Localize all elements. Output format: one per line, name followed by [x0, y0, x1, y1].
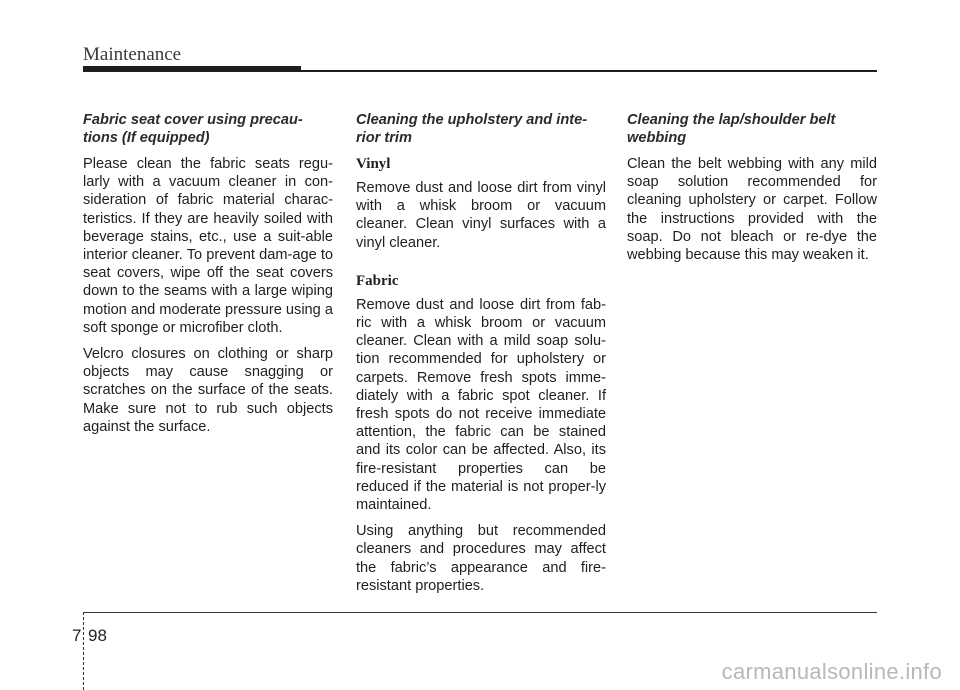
section-heading-belt-webbing: Cleaning the lap/shoulder belt webbing	[627, 112, 836, 146]
column-seat-cover	[83, 111, 333, 444]
chapter-number: 7	[72, 626, 82, 645]
paragraph: Velcro closures on clothing or sharp objects may cause snagging or scratches on the surface of the seats. Make sure not to rub such objects against the surface.	[83, 346, 333, 435]
page-number: 98	[88, 626, 107, 645]
paragraph: Using anything but recommended cleaners and procedures may affect the fabric’s appearance and fire-resistant properties.	[356, 523, 606, 594]
footer-divider	[83, 612, 85, 690]
paragraph: Remove dust and loose dirt from fab-ric with a whisk broom or vacuum cleaner. Clean with a mild soap solu-tion recommended for upholstery or carpets. Remove fresh spots imme-diately with a fabric spot cleaner. If fresh spots do not receive immediate attention, the fabric can be stained and its color can be affected. Also, its fire-resistant properties can be reduced if the material is not proper-ly maintained.	[356, 296, 606, 514]
paragraph: Please clean the fabric seats regu-larly with a vacuum cleaner in con-sideration of fabric material charac-teristics. If they are heavily soiled with beverage stains, etc., use a suit-able interior cleaner. To prevent dam-age to seat covers, wipe off the seat covers down to the seams with a large wiping motion and moderate pressure using a soft sponge or microfiber cloth.	[83, 156, 333, 336]
page-header-title: Maintenance	[83, 44, 182, 65]
spacer	[356, 260, 606, 272]
header-rule-thin	[301, 70, 877, 72]
footer-rule	[83, 612, 877, 613]
subheading-fabric: Fabric	[356, 272, 399, 289]
section-heading-upholstery: Cleaning the upholstery and inte-rior trim	[356, 112, 588, 146]
header-rule-thick	[83, 66, 301, 72]
subheading-vinyl: Vinyl	[356, 156, 391, 172]
paragraph: Clean the belt webbing with any mild soap solution recommended for cleaning upholstery or carpet. Follow the instructions provided with the soap. Do not bleach or re-dye the webbing because this may weaken it.	[627, 156, 877, 264]
paragraph: Remove dust and loose dirt from vinyl with a whisk broom or vacuum cleaner. Clean vinyl surfaces with a vinyl cleaner.	[356, 180, 606, 251]
column-upholstery	[356, 111, 606, 603]
section-heading-seat-cover: Fabric seat cover using precau-tions (If equipped)	[83, 112, 303, 146]
watermark: carmanualsonline.info	[721, 659, 942, 684]
column-belt-webbing	[627, 111, 877, 272]
